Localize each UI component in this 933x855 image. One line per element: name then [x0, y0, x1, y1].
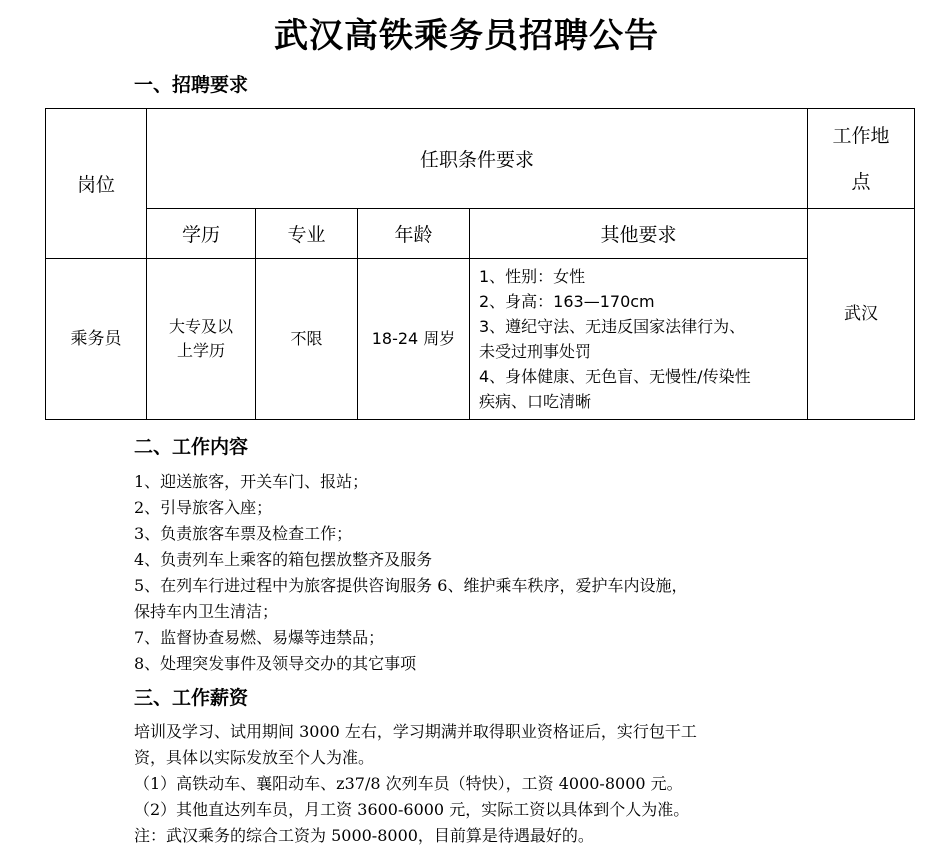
- salary-line: （2）其他直达列车员，月工资 3600-6000 元，实际工资以具体到个人为准。: [134, 800, 690, 819]
- other-requirement-line: 1、性别：女性: [479, 267, 586, 286]
- other-requirement-line: 3、遵纪守法、无违反国家法律行为、: [479, 317, 746, 336]
- list-item: 保持车内卫生清洁；: [134, 602, 279, 621]
- location-cell: 武汉: [808, 209, 915, 420]
- salary-line: 资，具体以实际发放至个人为准。: [134, 748, 375, 767]
- header-location: [808, 109, 915, 209]
- age-cell: 18-24 周岁: [358, 259, 470, 420]
- other-requirement-line: 2、身高：163—170cm: [479, 292, 655, 311]
- education-cell: [147, 259, 256, 420]
- header-education: 学历: [147, 209, 256, 259]
- salary-line: （1）高铁动车、襄阳动车、z37/8 次列车员（特快），工资 4000-8000 元。: [134, 774, 683, 793]
- list-item: 5、在列车行进过程中为旅客提供咨询服务 6、维护乘车秩序，爱护车内设施，: [134, 576, 688, 595]
- list-item: 2、引导旅客入座；: [134, 498, 273, 517]
- list-item: 7、监督协查易燃、易爆等违禁品；: [134, 628, 385, 647]
- salary-text: [134, 719, 814, 849]
- header-age: 年龄: [358, 209, 470, 259]
- header-location-line2: 点: [851, 170, 871, 193]
- list-item: 4、负责列车上乘客的箱包摆放整齐及服务: [134, 550, 433, 569]
- header-conditions: 任职条件要求: [147, 109, 808, 209]
- salary-note: 注：武汉乘务的综合工资为 5000-8000，目前算是待遇最好的。: [134, 826, 594, 845]
- education-line2: 上学历: [176, 341, 225, 360]
- section-heading-duties: 二、工作内容: [134, 436, 249, 458]
- duties-list: [134, 469, 687, 677]
- other-requirements-cell: [470, 259, 808, 420]
- list-item: 3、负责旅客车票及检查工作；: [134, 524, 353, 543]
- other-requirement-line: 疾病、口吃清晰: [479, 392, 592, 411]
- salary-line: 培训及学习、试用期间 3000 左右，学习期满并取得职业资格证后，实行包干工: [134, 722, 697, 741]
- header-other: 其他要求: [470, 209, 808, 259]
- other-requirement-line: 未受过刑事处罚: [479, 342, 592, 361]
- page-title: 武汉高铁乘务员招聘公告: [274, 16, 659, 56]
- header-major: 专业: [256, 209, 358, 259]
- list-item: 8、处理突发事件及领导交办的其它事项: [134, 654, 417, 673]
- major-cell: 不限: [256, 259, 358, 420]
- requirements-table: [45, 108, 915, 420]
- list-item: 1、迎送旅客，开关车门、报站；: [134, 472, 369, 491]
- other-requirement-line: 4、身体健康、无色盲、无慢性/传染性: [479, 367, 751, 386]
- section-heading-salary: 三、工作薪资: [134, 687, 249, 709]
- post-cell: 乘务员: [46, 259, 147, 420]
- header-post: 岗位: [46, 109, 147, 259]
- education-line1: 大专及以: [168, 317, 233, 336]
- section-heading-requirements: 一、招聘要求: [134, 74, 249, 96]
- header-location-line1: 工作地: [832, 124, 890, 147]
